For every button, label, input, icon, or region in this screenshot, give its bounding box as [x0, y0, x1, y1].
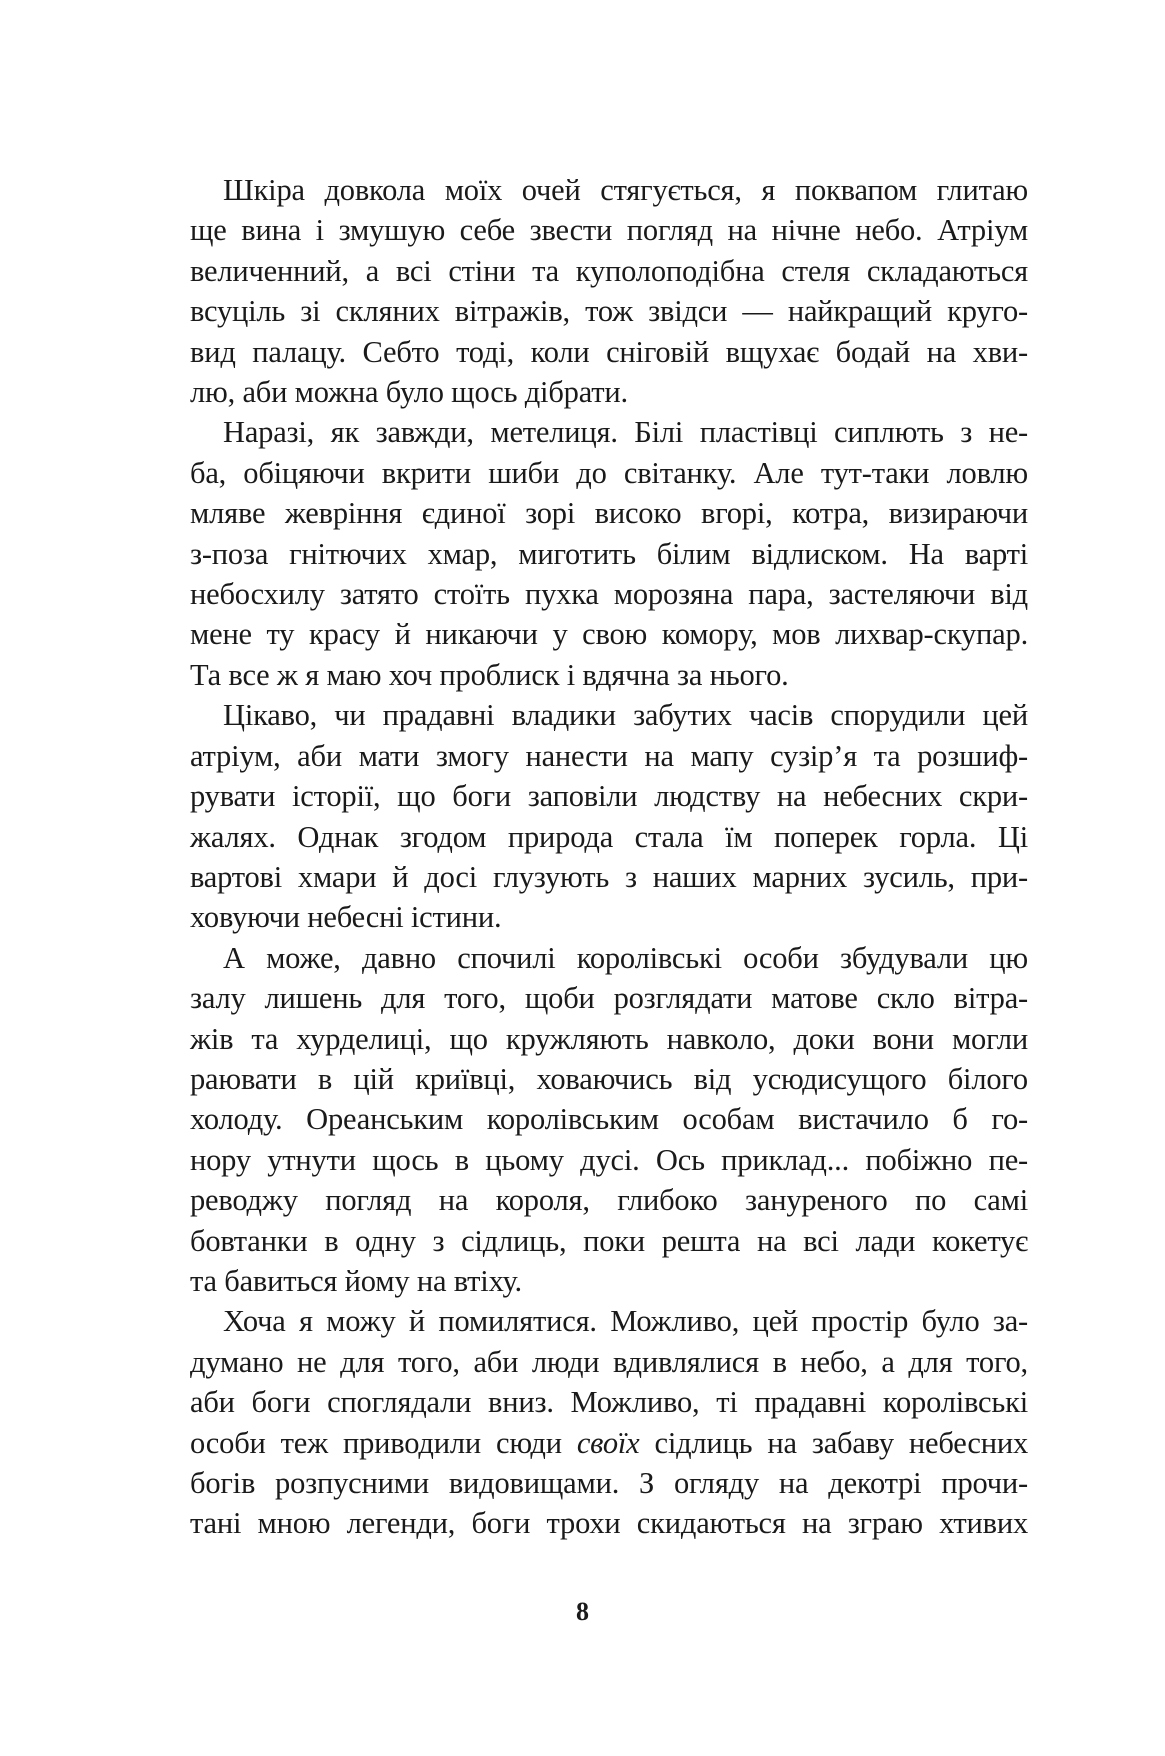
text-line: раювати в цій криївці, ховаючись від усюдисущого білого	[190, 1061, 1028, 1096]
text-line: залу лишень для того, щоби розглядати матове скло вітра-	[190, 981, 1028, 1016]
paragraph-2	[190, 412, 1028, 695]
text-line: мляве жеврiння єдиної зорі високо вгорі, котра, визираючи	[190, 496, 1028, 531]
text-line: Наразі, як завжди, метелиця. Білі пластівці сиплють з не-	[223, 415, 1028, 450]
paragraph-5	[190, 1301, 1028, 1543]
text-line: небосхилу затято стоїть пухка морозяна пара, застеляючи від	[190, 577, 1028, 612]
paragraph-4	[190, 938, 1028, 1302]
text-line: богів розпусними видовищами. З огляду на декотрі прочи-	[190, 1466, 1028, 1500]
italic-emphasis: своїх	[576, 1425, 640, 1460]
text-line: з-поза гнітючих хмар, миготить білим відлиском. На варті	[190, 536, 1028, 571]
text-line: реводжу погляд на короля, глибоко зануреного по самі	[190, 1183, 1028, 1218]
text-line: всуціль зі скляних вітражів, тож звідси — найкращий круго-	[190, 294, 1028, 329]
text-line: аби боги споглядали вниз. Можливо, ті прадавні королівські	[190, 1385, 1028, 1420]
text-line: Цікаво, чи прадавні владики забутих часів спорудили цей	[223, 698, 1028, 733]
text-line: рувати історії, що боги заповіли людству на небесних скри-	[190, 779, 1028, 814]
text-line: атріум, аби мати змогу нанести на мапу сузір’я та розшиф-	[190, 738, 1028, 773]
text-line: мене ту красу й никаючи у свою комору, мов лихвар-скупар.	[190, 617, 1028, 652]
paragraph-1	[190, 170, 1028, 412]
text-line: ще вина і змушую себе звести погляд на нічне небо. Атріум	[190, 213, 1028, 248]
text-line: нору утнути щось в цьому дусі. Ось приклад... побіжно пе-	[190, 1142, 1028, 1177]
body-text	[190, 170, 1028, 1544]
text-line: жів та хурделиці, що кружляють навколо, доки вони могли	[190, 1021, 1028, 1056]
page-number: 8	[576, 1597, 589, 1626]
text-line: А може, давно спочилі королівські особи збудували цю	[223, 940, 1028, 975]
text-line: Хоча я можу й помилятися. Можливо, цей простір було за-	[223, 1304, 1028, 1339]
text-segment: сідлиць на забаву небесних	[639, 1425, 1028, 1460]
text-line: величенний, а всі стіни та куполоподібна стеля складаються	[190, 253, 1028, 288]
text-line: ба, обіцяючи вкрити шиби до світанку. Але тут-таки ловлю	[190, 455, 1028, 490]
text-line: думано не для того, аби люди вдивлялися в небо, а для того,	[190, 1344, 1028, 1379]
paragraph-3	[190, 695, 1028, 937]
text-line: вид палацу. Себто тоді, коли сніговій вщухає бодай на хви-	[190, 334, 1028, 369]
text-line-mixed	[190, 1423, 1028, 1463]
text-segment: особи теж приводили сюди	[190, 1425, 577, 1460]
text-line: та бавиться йому на втіху.	[190, 1263, 522, 1298]
text-line: Та все ж я маю хоч проблиск і вдячна за нього.	[190, 657, 789, 692]
text-line: Шкіра довкола моїх очей стягується, я поквапом глитаю	[223, 173, 1028, 207]
text-line: вартові хмари й досі глузують з наших марних зусиль, при-	[190, 859, 1028, 894]
text-line: лю, аби можна було щось дібрати.	[190, 375, 628, 410]
text-line: холоду. Ореанським королівським особам вистачило б го-	[190, 1102, 1028, 1137]
text-line: жалях. Однак згодом природа стала їм поперек горла. Ці	[190, 819, 1028, 854]
text-line: тані мною легенди, боги трохи скидаються на зграю хтивих	[190, 1506, 1028, 1541]
text-line: бовтанки в одну з сідлиць, поки решта на всі лади кокетує	[190, 1223, 1028, 1258]
text-line: ховуючи небесні істини.	[190, 900, 502, 935]
